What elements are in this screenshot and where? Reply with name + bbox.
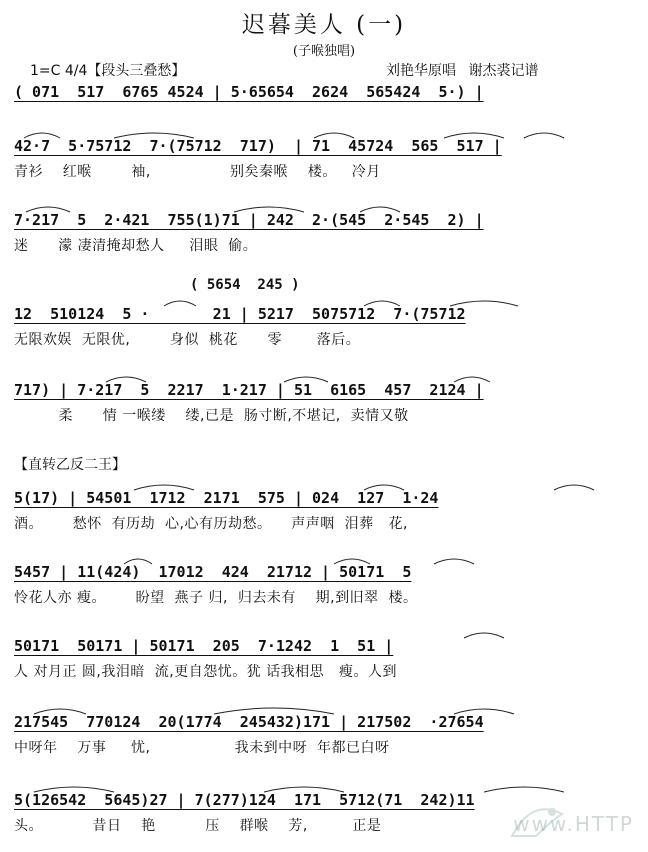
section-mark: 【直转乙反二王】: [14, 457, 126, 473]
notes-line: 7·217 5 2·421 755(1)71 | 242 2·(545 2·545 2) |: [14, 211, 484, 229]
score-system-9: [14, 712, 636, 758]
notes-line: 717) | 7·217 5 2217 1·217 | 51 6165 457 2124 |: [14, 381, 484, 399]
slur-marks: [14, 554, 636, 566]
slur-marks: [14, 128, 636, 140]
score-system-5: [14, 380, 636, 426]
slur-marks: [14, 372, 636, 384]
slur-marks: [14, 296, 636, 308]
notes-line: 5457 | 11(424) 17012 424 21712 | 50171 5: [14, 563, 412, 581]
key-signature: 1=C 4/4【段头三叠愁】: [30, 63, 186, 79]
song-subtitle: (子喉独唱): [292, 44, 356, 59]
lyrics-line: 头。 昔日 艳 压 群喉 芳, 正是: [14, 818, 382, 834]
interlude-note: ( 5654 245 ): [190, 277, 300, 293]
score-system-7: [14, 562, 636, 608]
lyrics-line: 迷 濛 凄清掩却愁人 泪眼 偷。: [14, 238, 258, 254]
notes-line: 217545 770124 20(1774 245432)171 | 217502 ·27654: [14, 713, 484, 731]
lyrics-line: 人 对月正 圆,我泪暗 流,更自怨忧。犹 话我相思 瘦。人到: [14, 664, 398, 680]
song-title: 迟暮美人 (一): [241, 12, 407, 38]
slur-marks: [14, 628, 636, 640]
notes-line: 5(126542 5645)27 | 7(277)124 171 5712(71 242)11: [14, 791, 475, 809]
lyrics-line: 柔 情 一喉缕 缕,已是 肠寸断,不堪记, 卖情又敬: [14, 408, 409, 424]
credits: 刘艳华原唱 谢杰裘记谱: [386, 63, 539, 79]
slur-marks: [14, 704, 636, 716]
lyrics-line: 无限欢娱 无限优, 身似 桃花 零 落后。: [14, 332, 361, 348]
notes-line: 42·7 5·75712 7·(75712 717) | 71 45724 565 517 |: [14, 137, 502, 155]
notes-line: 50171 50171 | 50171 205 7·1242 1 51 |: [14, 637, 394, 655]
score-system-2: [14, 136, 636, 182]
score-system-8: [14, 636, 636, 682]
slur-marks: [14, 202, 636, 214]
lyrics-line: 酒。 愁怀 有历劫 心,心有历劫愁。 声声咽 泪葬 花,: [14, 516, 408, 532]
lyrics-line: 中呀年 万事 忧, 我未到中呀 年都已白呀: [14, 740, 390, 756]
score-system-3: [14, 210, 636, 256]
score-system-6: [14, 488, 636, 534]
notes-line: ( 071 517 6765 4524 | 5·65654 2624 565424 5·) |: [14, 83, 484, 101]
notes-line: 12 510124 5 · 21 | 5217 5075712 7·(75712: [14, 305, 466, 323]
lyrics-line: 青衫 红喉 袖, 别矣秦喉 楼。 冷月: [14, 164, 381, 180]
score-system-4: [14, 304, 636, 350]
slur-marks: [14, 480, 636, 492]
lyrics-line: 怜花人亦 瘦。 盼望 燕子 归, 归去未有 期,到旧翠 楼。: [14, 590, 418, 606]
notes-line: 5(17) | 54501 1712 2171 575 | 024 127 1·24: [14, 489, 439, 507]
score-system-1: [14, 82, 636, 108]
watermark: www.HTTP: [513, 812, 634, 836]
